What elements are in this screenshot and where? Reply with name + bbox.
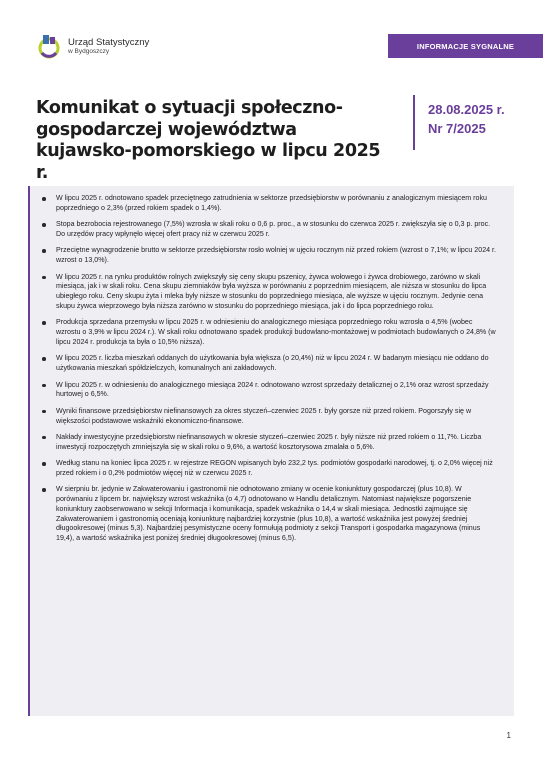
summary-item: Według stanu na koniec lipca 2025 r. w rejestrze REGON wpisanych było 232,2 tys. podmiotów gospodarki narodowej, tj. o 2,0% więcej niż przed rokiem i o 0,2% podmiotów więcej niż w czerwcu 2025 r.	[40, 459, 498, 479]
publication-date: 28.08.2025 r.	[428, 102, 505, 117]
logo-name: Urząd Statystyczny	[68, 36, 150, 48]
summary-item: W lipcu 2025 r. w odniesieniu do analogicznego miesiąca 2024 r. odnotowano wzrost sprzedaży detalicznej o 2,1% oraz wzrost sprzedaży hurtowej o 6,5%.	[40, 381, 498, 401]
logo-subtitle: w Bydgoszczy	[68, 47, 110, 55]
office-logo	[38, 28, 198, 64]
summary-item: Stopa bezrobocia rejestrowanego (7,5%) wzrosła w skali roku o 0,6 p. proc., a w stosunku do czerwca 2025 r. zwiększyła się o 0,3 p. proc. Do urzędów pracy wpłynęło więcej ofert pracy niż w czerwcu 2025 r.	[40, 220, 498, 240]
title-divider	[413, 95, 415, 150]
summary-item: W lipcu 2025 r. na rynku produktów rolnych zwiększyły się ceny skupu pszenicy, żywca wołowego i żywca drobiowego, zarówno w skali miesiąca, jak i w skali roku. Cena skupu ziemniaków była wyższa w porównaniu z poprzednim miesiącem, ale niższa w stosunku do lipca ubiegłego roku. Ceny skupu żyta i mleka były niższe w stosunku do poprzedniego miesiąca, ale wyższe w ujęciu rocznym. Jedynie cena skupu żywca wieprzowego była niższa zarówno w stosunku do poprzedniego miesiąca, jak i do lipca poprzedniego roku.	[40, 273, 498, 312]
summary-item: W lipcu 2025 r. odnotowano spadek przeciętnego zatrudnienia w sektorze przedsiębiorstw w porównaniu z analogicznym miesiącem roku poprzedniego o 2,3% (przed rokiem spadek o 1,4%).	[40, 194, 498, 214]
summary-item: Produkcja sprzedana przemysłu w lipcu 2025 r. w odniesieniu do analogicznego miesiąca poprzedniego roku wzrosła o 4,5% (wobec wzrostu o 3,9% w lipcu 2024 r.). W skali roku odnotowano spadek produkcji budowlano-montażowej w podmiotach budowlanych o 24,8% (w lipcu 2024 r. produkcja ta była o 10,5% niższa).	[40, 318, 498, 347]
publication-meta	[428, 100, 505, 138]
document-type-banner: INFORMACJE SYGNALNE	[388, 34, 543, 58]
page-title: Komunikat o sytuacji społeczno-gospodarczej województwa kujawsko-pomorskiego w lipcu 2025 r.	[36, 98, 381, 183]
summary-panel	[28, 186, 514, 716]
publication-number: Nr 7/2025	[428, 121, 486, 136]
summary-item: Wyniki finansowe przedsiębiorstw niefinansowych za okres styczeń–czerwiec 2025 r. były gorsze niż przed rokiem. Pogorszyły się w większości podstawowe wskaźniki ekonomiczno-finansowe.	[40, 407, 498, 427]
summary-list	[40, 194, 498, 544]
page-number: 1	[506, 731, 511, 740]
summary-item: Przeciętne wynagrodzenie brutto w sektorze przedsiębiorstw rosło wolniej w ujęciu rocznym niż przed rokiem (wzrost o 7,1%; w lipcu 2024 r. wzrost o 13,0%).	[40, 246, 498, 266]
summary-item: W sierpniu br. jedynie w Zakwaterowaniu i gastronomii nie odnotowano zmiany w ocenie koniunktury gospodarczej (plus 10,8). W porównaniu z lipcem br. największy wzrost wskaźnika (o 4,7) odnotowano w Handlu detalicznym. Natomiast największe pogorszenie koniunktury zaobserwowano w sekcji Informacja i komunikacja, spadek wskaźnika o 14,4 w skali miesiąca. Jednostki zajmujące się Zakwaterowaniem i gastronomią oceniają koniunkturę najbardziej korzystnie (plus 10,8), a wartość wskaźnika jest powyżej średniej długookresowej (minus 5,3). Najbardziej pesymistyczne oceny formułują podmioty z sekcji Transport i gospodarka magazynowa (minus 19,4), a wartość wskaźnika jest poniżej średniej długookresowej (minus 6,5).	[40, 485, 498, 544]
summary-item: W lipcu 2025 r. liczba mieszkań oddanych do użytkowania była większa (o 20,4%) niż w lipcu 2024 r. W badanym miesiącu nie oddano do użytkowania mieszkań spółdzielczych, komunalnych ani zakładowych.	[40, 354, 498, 374]
statistics-office-logo-icon	[38, 33, 60, 59]
summary-item: Nakłady inwestycyjne przedsiębiorstw niefinansowych w okresie styczeń–czerwiec 2025 r. były niższe niż przed rokiem o 11,7%. Liczba inwestycji rozpoczętych zmniejszyła się w skali roku o 9,6%, a wartość kosztorysowa zmalała o 5,6%.	[40, 433, 498, 453]
